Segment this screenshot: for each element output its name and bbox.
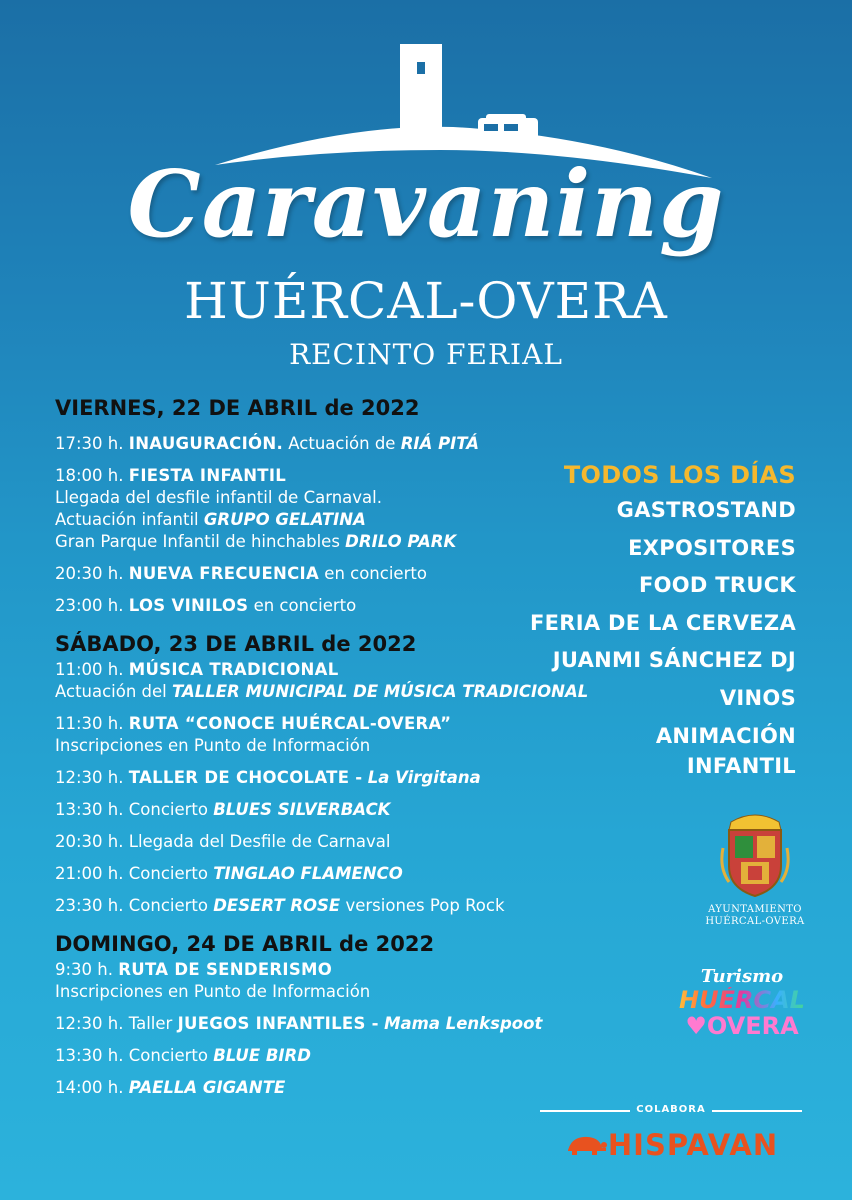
event-item: 9:30 h. RUTA DE SENDERISMO Inscripciones en Punto de Información [55,960,371,1001]
venue-name: RECINTO FERIAL [289,338,563,371]
sponsor-label: COLABORA [636,1104,706,1115]
sponsor-block [540,1100,802,1162]
event-item: 18:00 h. FIESTA INFANTIL Llegada del desfile infantil de Carnaval. Actuación infantil GRUPO GELATINA Gran Parque Infantil de hinchables DRILO PARK [55,466,457,551]
poster-header [0,0,852,380]
activity-item: GASTROSTAND [616,498,796,522]
council-crest: AYUNTAMIENTO HUÉRCAL-OVERA [700,808,810,928]
event-item: 11:00 h. MÚSICA TRADICIONAL Actuación del TALLER MUNICIPAL DE MÚSICA TRADICIONAL [55,660,589,701]
event-title: Caravaning [127,150,725,258]
everyday-heading: TODOS LOS DÍAS [563,461,796,489]
activity-item: VINOS [719,685,796,710]
activity-item: FOOD TRUCK [638,573,796,597]
activity-item: JUANMI SÁNCHEZ DJ [552,648,796,672]
day-heading-sunday: DOMINGO, 24 DE ABRIL de 2022 [55,932,435,956]
event-item: 12:30 h. TALLER DE CHOCOLATE - La Virgitana [55,768,481,787]
divider [712,1110,802,1112]
event-item: 13:30 h. Concierto BLUES SILVERBACK [55,800,391,819]
event-item: 11:30 h. RUTA “CONOCE HUÉRCAL-OVERA” Inscripciones en Punto de Información [55,714,452,755]
day-heading-saturday: SÁBADO, 23 DE ABRIL de 2022 [55,632,417,656]
event-item: 23:30 h. Concierto DESERT ROSE versiones Pop Rock [55,896,505,915]
divider [540,1110,630,1112]
activity-item: EXPOSITORES [628,535,796,560]
event-item: 23:00 h. LOS VINILOS en concierto [55,596,357,615]
town-name: HUÉRCAL-OVERA [184,272,668,330]
coat-of-arms-icon [719,808,791,900]
sponsor-name: HISPAVAN [607,1128,779,1162]
everyday-activities [496,458,796,781]
event-item: 17:30 h. INAUGURACIÓN. Actuación de RIÁ PITÁ [55,434,480,453]
event-item: 13:30 h. Concierto BLUE BIRD [55,1046,311,1065]
heart-icon: ♥ [685,1012,707,1040]
tortoise-icon [564,1134,608,1156]
activity-item: ANIMACIÓN INFANTIL [655,724,796,778]
event-item: 20:30 h. NUEVA FRECUENCIA en concierto [55,564,427,583]
event-item: 12:30 h. Taller JUEGOS INFANTILES - Mama Lenkspoot [55,1014,543,1033]
day-heading-friday: VIERNES, 22 DE ABRIL de 2022 [55,396,420,420]
event-item: 20:30 h. Llegada del Desfile de Carnaval [55,832,391,851]
tourism-logo: Turismo HUÉRCAL ♥OVERA [672,966,812,1039]
event-item: 14:00 h. PAELLA GIGANTE [55,1078,286,1097]
activity-item: FERIA DE LA CERVEZA [530,610,796,635]
event-item: 21:00 h. Concierto TINGLAO FLAMENCO [55,864,403,883]
